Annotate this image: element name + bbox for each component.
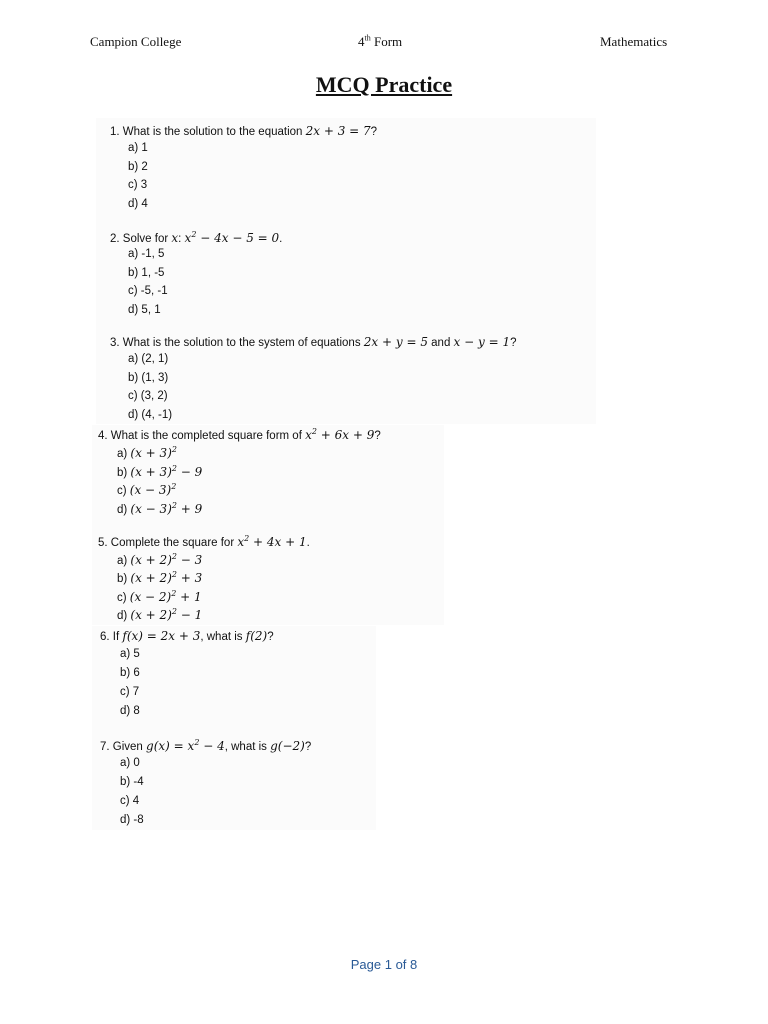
q2-option-d: d) 5, 1 — [128, 304, 161, 316]
page-number: Page 1 of 8 — [350, 957, 418, 972]
q2-option-b: b) 1, -5 — [128, 267, 165, 279]
q6-option-b: b) 6 — [120, 667, 140, 679]
header-form: 4th Form — [358, 33, 403, 49]
question-3: 3. What is the solution to the system of equations 2x + y = 5 and x − y = 1? — [110, 335, 517, 349]
q5-option-d: d) $(x + 2)^2 - 1$ — [117, 607, 203, 622]
q3-option-d: d) (4, -1) — [128, 409, 173, 421]
q4-option-b: b) $(x + 3)^2 - 9$ — [117, 464, 203, 479]
q6-option-d: d) 8 — [120, 705, 140, 717]
q6-option-a: a) 5 — [120, 648, 140, 660]
q1-option-d: d) 4 — [128, 198, 148, 210]
q4-option-a: a) $(x + 3)^2$ — [117, 445, 177, 460]
q7-option-b: b) -4 — [120, 776, 144, 788]
q1-option-a: a) 1 — [128, 142, 148, 154]
header-subject: Mathematics — [600, 34, 668, 49]
q3-option-c: c) (3, 2) — [128, 390, 168, 402]
question-7: 7. Given $g(x) = x^2 - 4$, what is g(−2)? — [100, 738, 312, 753]
header-school: Campion College — [90, 34, 182, 49]
q3-option-a: a) (2, 1) — [128, 353, 169, 365]
q7-option-a: a) 0 — [120, 757, 140, 769]
question-block-1-3 — [96, 118, 596, 424]
q6-option-c: c) 7 — [120, 686, 140, 698]
q1-option-b: b) 2 — [128, 161, 148, 173]
q3-option-b: b) (1, 3) — [128, 372, 169, 384]
page-title: MCQ Practice — [315, 72, 453, 97]
question-5: 5. Complete the square for $x^2 + 4x + 1$. — [98, 534, 310, 549]
question-2: 2. Solve for x: $x^2 - 4x - 5 = 0$. — [110, 230, 283, 245]
q1-option-c: c) 3 — [128, 179, 148, 191]
q5-option-b: b) $(x + 2)^2 + 3$ — [117, 570, 203, 585]
q4-option-d: d) $(x - 3)^2 + 9$ — [117, 501, 203, 516]
question-4: 4. What is the completed square form of $x^2 + 6x + 9$? — [98, 427, 381, 442]
q7-option-d: d) -8 — [120, 814, 144, 826]
q5-option-a: a) $(x + 2)^2 - 3$ — [117, 552, 203, 567]
q7-option-c: c) 4 — [120, 795, 140, 807]
q4-option-c: c) $(x - 3)^2$ — [117, 482, 177, 497]
question-6: 6. If f(x) = 2x + 3, what is f(2)? — [100, 629, 274, 643]
q5-option-c: c) $(x - 2)^2 + 1$ — [117, 589, 202, 604]
q2-option-a: a) -1, 5 — [128, 248, 165, 260]
q2-option-c: c) -5, -1 — [128, 285, 168, 297]
question-1: 1. What is the solution to the equation 2x + 3 = 7? — [110, 124, 378, 138]
